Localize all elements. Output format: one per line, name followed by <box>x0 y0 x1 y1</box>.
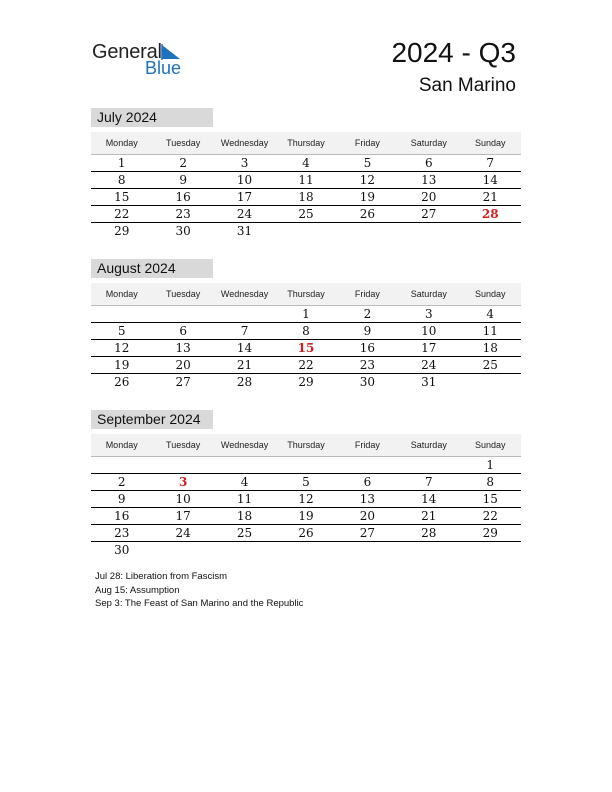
day-cell <box>337 223 398 239</box>
day-cell: 28 <box>421 526 437 540</box>
day-cell: 14 <box>236 341 253 355</box>
week-row <box>91 340 521 357</box>
day-cell <box>460 374 521 390</box>
day-cell: 2 <box>363 307 372 321</box>
day-cell: 3 <box>178 475 188 489</box>
day-cell: 19 <box>114 358 130 372</box>
weekday-label: Tuesday <box>166 289 201 299</box>
month-title: September 2024 <box>91 410 213 429</box>
day-cell: 13 <box>359 492 376 506</box>
holiday-list <box>95 570 303 611</box>
holiday-note: Jul 28: Liberation from Fascism <box>95 571 227 582</box>
month-august <box>91 259 521 390</box>
day-cell <box>460 223 521 239</box>
country-name: San Marino <box>418 75 516 96</box>
calendar-weeks <box>91 306 521 390</box>
day-cell: 9 <box>363 324 372 338</box>
day-cell: 15 <box>482 492 498 506</box>
day-cell: 10 <box>236 173 253 187</box>
weekday-label: Friday <box>354 289 380 299</box>
calendar-weeks <box>91 155 521 239</box>
day-cell <box>152 457 213 473</box>
weekday-label: Friday <box>354 440 380 450</box>
day-cell: 14 <box>482 173 498 187</box>
weekday-label: Tuesday <box>166 138 201 148</box>
day-cell: 14 <box>421 492 437 506</box>
week-row <box>91 542 521 558</box>
day-cell: 26 <box>114 375 130 389</box>
day-cell: 6 <box>425 156 433 170</box>
day-cell: 27 <box>421 207 437 221</box>
day-cell: 18 <box>482 341 498 355</box>
day-cell: 24 <box>236 207 253 221</box>
day-cell: 8 <box>117 173 126 187</box>
weekday-label: Monday <box>105 440 138 450</box>
day-cell <box>460 542 521 558</box>
day-cell <box>337 457 398 473</box>
day-cell: 18 <box>236 509 253 523</box>
day-cell: 4 <box>486 307 495 321</box>
day-cell: 25 <box>482 358 498 372</box>
day-cell: 29 <box>114 224 130 238</box>
month-september <box>91 410 521 558</box>
week-row <box>91 223 521 239</box>
weekday-label: Wednesday <box>220 289 269 299</box>
day-cell: 19 <box>359 190 376 204</box>
day-cell: 3 <box>240 156 249 170</box>
week-row <box>91 457 521 474</box>
day-cell: 17 <box>421 341 437 355</box>
weekday-label: Friday <box>354 138 380 148</box>
day-cell: 13 <box>421 173 437 187</box>
day-cell: 12 <box>359 173 376 187</box>
day-cell: 8 <box>302 324 310 338</box>
day-cell <box>275 542 336 558</box>
day-cell <box>214 457 275 473</box>
day-cell: 8 <box>486 475 495 489</box>
day-cell <box>214 306 275 322</box>
day-cell <box>398 223 459 239</box>
weekday-header-row <box>91 283 521 306</box>
weekday-label: Saturday <box>410 138 447 148</box>
day-cell: 1 <box>486 458 495 472</box>
day-cell: 12 <box>298 492 314 506</box>
day-cell <box>275 223 336 239</box>
day-cell: 21 <box>236 358 253 372</box>
day-cell: 10 <box>175 492 191 506</box>
day-cell: 16 <box>114 509 130 523</box>
month-title: July 2024 <box>91 108 213 127</box>
weekday-label: Sunday <box>474 138 506 148</box>
day-cell: 7 <box>425 475 433 489</box>
weekday-label: Thursday <box>287 440 325 450</box>
generalblue-logo <box>92 40 202 80</box>
day-cell: 25 <box>236 526 253 540</box>
day-cell: 23 <box>175 207 191 221</box>
day-cell: 4 <box>240 475 249 489</box>
day-cell: 11 <box>298 173 314 187</box>
day-cell: 31 <box>236 224 253 238</box>
day-cell: 21 <box>421 509 437 523</box>
day-cell: 20 <box>175 358 191 372</box>
day-cell <box>398 457 459 473</box>
day-cell: 7 <box>486 156 495 170</box>
day-cell: 1 <box>117 156 126 170</box>
day-cell: 22 <box>482 509 498 523</box>
weekday-header-row <box>91 132 521 155</box>
day-cell <box>275 457 336 473</box>
day-cell: 25 <box>298 207 314 221</box>
day-cell: 20 <box>359 509 376 523</box>
day-cell: 29 <box>482 526 498 540</box>
day-cell <box>152 306 213 322</box>
day-cell: 31 <box>421 375 437 389</box>
week-row <box>91 155 521 172</box>
day-cell: 13 <box>175 341 191 355</box>
weekday-label: Monday <box>105 138 138 148</box>
logo-text-blue: Blue <box>145 58 182 78</box>
day-cell: 28 <box>481 207 499 221</box>
day-cell: 2 <box>179 156 187 170</box>
day-cell: 17 <box>236 190 253 204</box>
day-cell: 21 <box>482 190 498 204</box>
day-cell: 23 <box>359 358 376 372</box>
week-row <box>91 172 521 189</box>
weekday-label: Saturday <box>410 289 447 299</box>
day-cell: 15 <box>114 190 130 204</box>
day-cell: 22 <box>114 207 130 221</box>
day-cell: 16 <box>175 190 191 204</box>
holiday-note: Aug 15: Assumption <box>95 584 180 596</box>
day-cell <box>398 542 459 558</box>
weekday-label: Saturday <box>410 440 447 450</box>
weekday-label: Wednesday <box>220 138 269 148</box>
week-row <box>91 189 521 206</box>
day-cell: 26 <box>359 207 376 221</box>
logo-text-general: General <box>92 41 162 63</box>
week-row <box>91 357 521 374</box>
day-cell: 26 <box>298 526 314 540</box>
day-cell: 9 <box>117 492 126 506</box>
day-cell: 30 <box>114 543 130 557</box>
day-cell: 18 <box>298 190 314 204</box>
day-cell <box>152 542 213 558</box>
day-cell <box>214 542 275 558</box>
day-cell: 28 <box>236 375 253 389</box>
week-row <box>91 525 521 542</box>
day-cell: 22 <box>298 358 314 372</box>
day-cell: 29 <box>298 375 314 389</box>
day-cell: 1 <box>302 307 310 321</box>
day-cell: 11 <box>236 492 253 506</box>
day-cell: 6 <box>179 324 187 338</box>
day-cell: 24 <box>421 358 437 372</box>
day-cell: 11 <box>482 324 498 338</box>
day-cell: 20 <box>421 190 437 204</box>
weekday-label: Tuesday <box>166 440 201 450</box>
week-row <box>91 306 521 323</box>
day-cell: 27 <box>359 526 376 540</box>
day-cell <box>91 457 152 473</box>
week-row <box>91 206 521 223</box>
weekday-label: Sunday <box>474 440 506 450</box>
day-cell: 3 <box>425 307 433 321</box>
day-cell: 23 <box>114 526 130 540</box>
day-cell: 17 <box>175 509 191 523</box>
day-cell: 19 <box>298 509 314 523</box>
day-cell: 24 <box>175 526 191 540</box>
week-row <box>91 491 521 508</box>
day-cell: 2 <box>117 475 126 489</box>
weekday-label: Thursday <box>287 289 325 299</box>
week-row <box>91 474 521 491</box>
day-cell: 27 <box>175 375 191 389</box>
day-cell: 5 <box>302 475 310 489</box>
day-cell: 9 <box>179 173 187 187</box>
weekday-label: Thursday <box>287 138 325 148</box>
week-row <box>91 323 521 340</box>
day-cell: 7 <box>240 324 249 338</box>
day-cell: 30 <box>175 224 191 238</box>
month-july <box>91 108 521 239</box>
day-cell: 12 <box>114 341 130 355</box>
calendar-weeks <box>91 457 521 558</box>
month-title: August 2024 <box>91 259 213 278</box>
day-cell: 5 <box>363 156 372 170</box>
week-row <box>91 508 521 525</box>
day-cell: 15 <box>297 341 315 355</box>
day-cell: 6 <box>363 475 372 489</box>
weekday-label: Sunday <box>474 289 506 299</box>
week-row <box>91 374 521 390</box>
day-cell: 16 <box>359 341 376 355</box>
day-cell: 5 <box>117 324 126 338</box>
day-cell: 10 <box>421 324 437 338</box>
day-cell: 30 <box>359 375 376 389</box>
weekday-header-row <box>91 434 521 457</box>
day-cell <box>337 542 398 558</box>
holiday-note: Sep 3: The Feast of San Marino and the Republic <box>95 598 304 609</box>
weekday-label: Wednesday <box>220 440 269 450</box>
day-cell: 4 <box>302 156 310 170</box>
weekday-label: Monday <box>105 289 138 299</box>
day-cell <box>91 306 152 322</box>
quarter-title: 2024 - Q3 <box>391 37 516 68</box>
